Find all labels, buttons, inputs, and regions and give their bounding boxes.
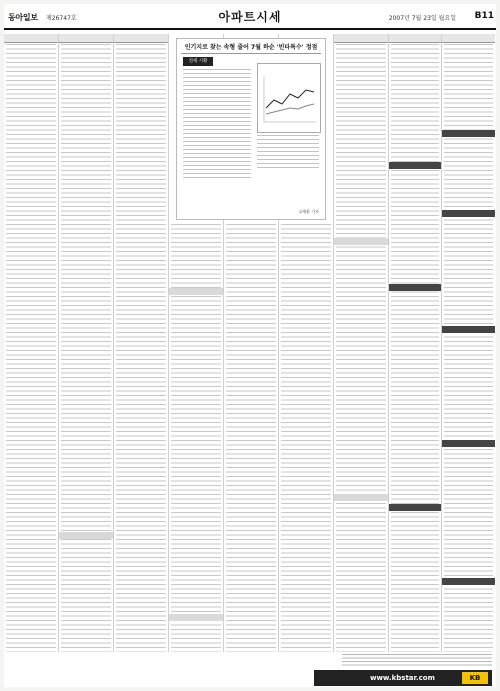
page-header	[4, 4, 496, 30]
listing-rows	[281, 224, 331, 652]
footer-notice	[342, 654, 492, 668]
region-band	[442, 210, 495, 217]
column-header	[389, 34, 441, 43]
region-band	[442, 130, 495, 137]
market-article	[176, 38, 326, 220]
region-band	[442, 440, 495, 447]
region-band	[442, 326, 495, 333]
chart-line-2	[266, 104, 314, 114]
region-band	[389, 504, 441, 511]
listing-rows	[61, 44, 111, 652]
column-header	[4, 34, 58, 43]
sponsor-url: www.kbstar.com	[370, 674, 435, 682]
region-band	[389, 284, 441, 291]
listing-column	[334, 34, 389, 652]
region-band	[334, 494, 388, 501]
header-rule	[4, 28, 496, 30]
issue-number: 제26747호	[46, 15, 77, 22]
listing-rows	[6, 44, 56, 652]
listing-column	[389, 34, 442, 652]
column-header	[114, 34, 168, 43]
newspaper-page	[4, 4, 496, 687]
listing-rows	[391, 44, 439, 652]
region-band	[169, 288, 223, 295]
region-band	[59, 532, 113, 539]
listing-column	[4, 34, 59, 652]
page-footer	[4, 654, 496, 687]
listing-column	[59, 34, 114, 652]
column-header	[334, 34, 388, 43]
region-band	[389, 162, 441, 169]
listing-column	[442, 34, 495, 652]
section-title: 아파트시세	[218, 10, 282, 24]
publication-date: 2007년 7월 23일 월요일	[388, 15, 456, 22]
region-band	[442, 578, 495, 585]
article-body-continued	[257, 135, 319, 171]
article-body	[183, 69, 251, 179]
article-byline: 고재윤 기자	[298, 209, 319, 214]
trend-chart-graphic	[258, 64, 320, 132]
sponsor-banner	[314, 670, 492, 686]
article-badge: 전세 시황	[183, 57, 213, 66]
region-band	[334, 238, 388, 245]
listing-rows	[336, 44, 386, 652]
masthead: 동아일보	[8, 13, 38, 22]
column-header	[442, 34, 495, 43]
trend-chart	[257, 63, 321, 133]
kb-logo-icon: KB	[462, 672, 488, 684]
page-number: B11	[474, 11, 494, 21]
listing-rows	[116, 44, 166, 652]
article-headline: 인기지로 찾는 속형 줄어 7월 하순 '빈타특수' 정점	[181, 39, 321, 54]
region-band	[169, 614, 223, 621]
column-header	[59, 34, 113, 43]
listing-rows	[226, 224, 276, 652]
listing-column	[114, 34, 169, 652]
